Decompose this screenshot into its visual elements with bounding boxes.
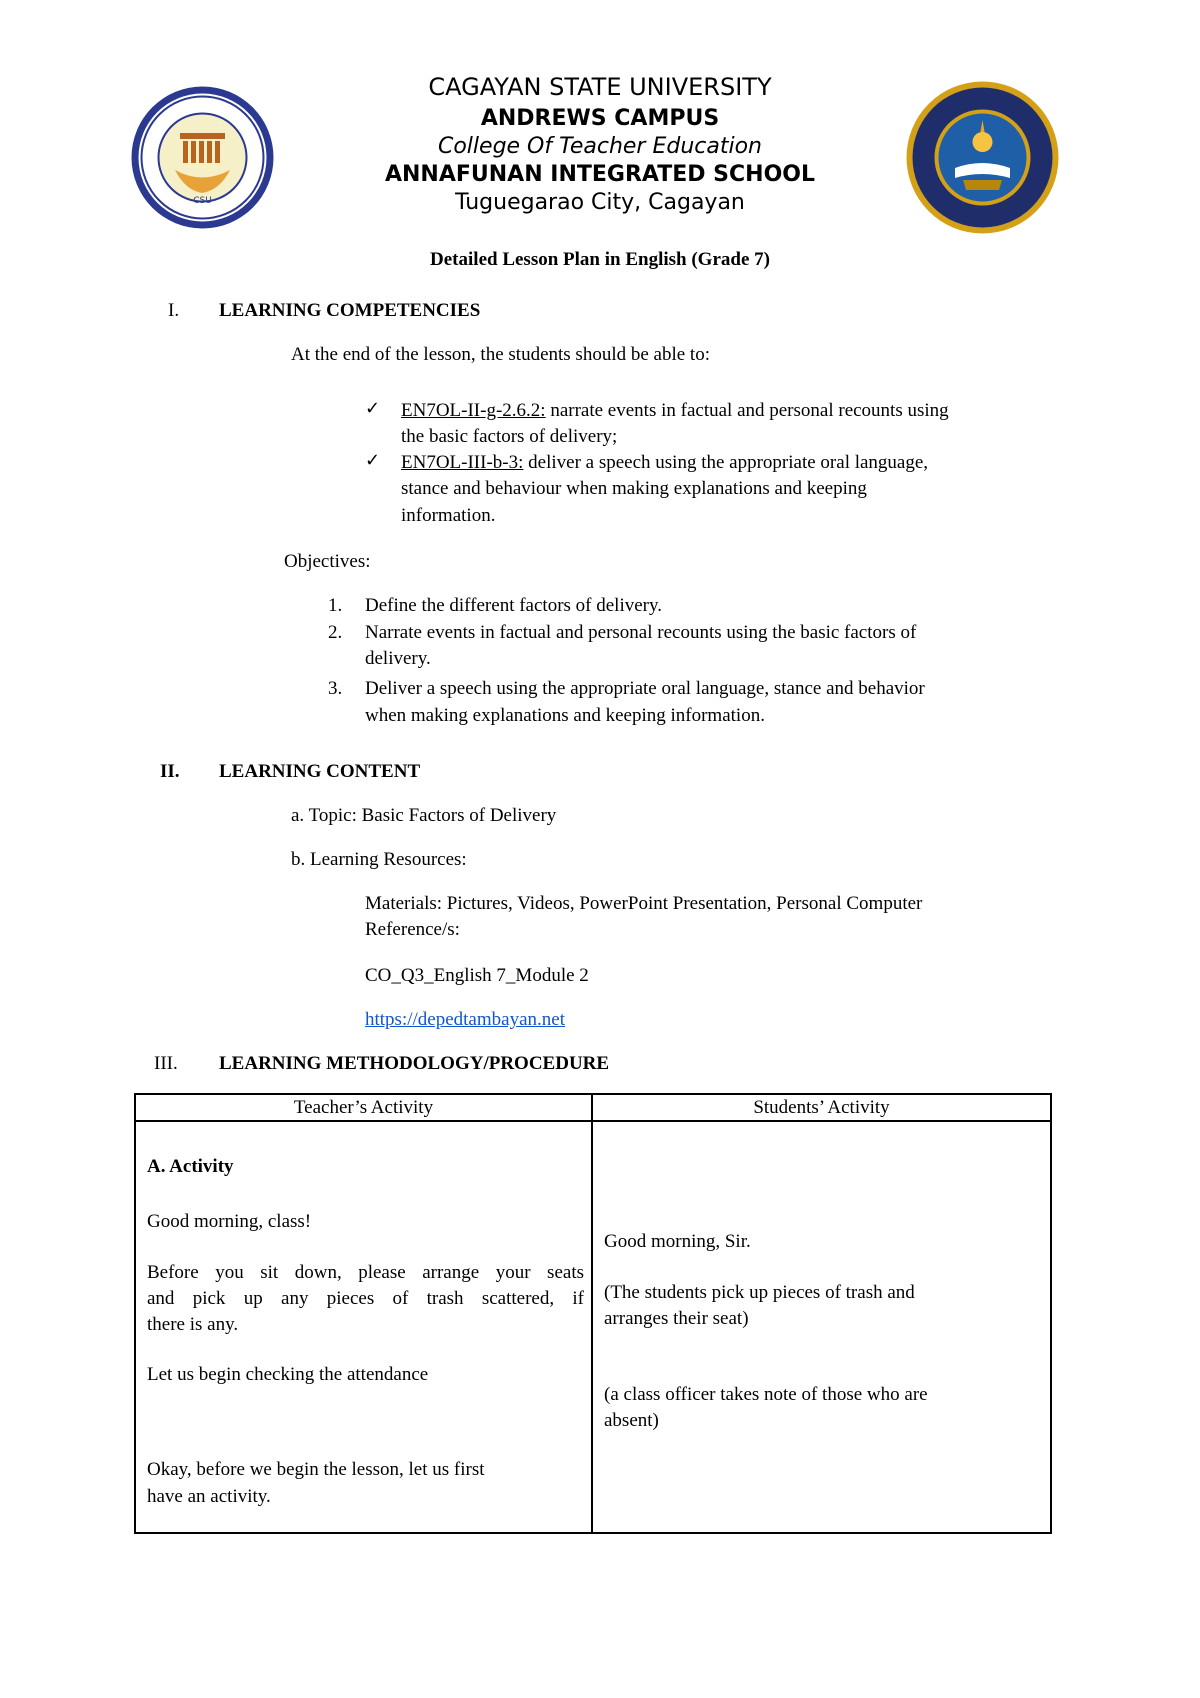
competency-1-line-2: the basic factors of delivery; xyxy=(401,426,618,447)
section-3-heading: LEARNING METHODOLOGY/PROCEDURE xyxy=(219,1053,610,1074)
objective-3: Deliver a speech using the appropriate oral language, stance and behavior xyxy=(365,678,925,699)
teacher-okay-line-1: Okay, before we begin the lesson, let us first xyxy=(147,1459,485,1480)
teacher-seats-line-1: Before you sit down, please arrange your seats xyxy=(147,1262,584,1283)
students-column-header: Students’ Activity xyxy=(592,1094,1051,1121)
college-seal-logo xyxy=(130,85,275,230)
college-name: College Of Teacher Education xyxy=(437,134,762,159)
competency-2-line-2: stance and behaviour when making explanations and keeping xyxy=(401,478,867,499)
students-greeting: Good morning, Sir. xyxy=(604,1231,751,1252)
school-seal-logo xyxy=(905,80,1060,235)
references-label: Reference/s: xyxy=(365,919,460,940)
reference-link[interactable]: https://depedtambayan.net xyxy=(365,1009,565,1030)
students-trash-line-1: (The students pick up pieces of trash and xyxy=(604,1282,915,1303)
students-officer-line-2: absent) xyxy=(604,1410,659,1431)
school-name: ANNAFUNAN INTEGRATED SCHOOL xyxy=(384,162,815,187)
resources-label: b. Learning Resources: xyxy=(291,849,467,870)
objective-number: 1. xyxy=(328,595,343,616)
teacher-attendance: Let us begin checking the attendance xyxy=(147,1364,429,1385)
svg-text:CSU: CSU xyxy=(193,196,212,206)
objectives-label: Objectives: xyxy=(284,551,371,572)
checkmark-icon: ✓ xyxy=(365,398,381,419)
procedure-table xyxy=(134,1093,1052,1534)
competency-2-line-3: information. xyxy=(401,505,496,526)
competency-text: narrate events in factual and personal recounts using xyxy=(545,400,949,421)
students-trash-line-2: arranges their seat) xyxy=(604,1308,749,1329)
teacher-column-header: Teacher’s Activity xyxy=(135,1094,592,1121)
competency-2 xyxy=(401,450,928,476)
location: Tuguegarao City, Cagayan xyxy=(455,190,745,215)
objective-3-line-2: when making explanations and keeping information. xyxy=(365,705,765,726)
objective-1: Define the different factors of delivery. xyxy=(365,595,663,616)
teacher-activity-cell xyxy=(135,1121,592,1533)
section-3-numeral: III. xyxy=(154,1053,178,1074)
activity-heading: A. Activity xyxy=(147,1156,234,1177)
objective-number: 2. xyxy=(328,622,343,643)
module-reference: CO_Q3_English 7_Module 2 xyxy=(365,965,589,986)
objective-2: Narrate events in factual and personal recounts using the basic factors of xyxy=(365,622,917,643)
competencies-intro: At the end of the lesson, the students should be able to: xyxy=(291,344,710,365)
competency-text: deliver a speech using the appropriate oral language, xyxy=(523,452,929,473)
section-2-heading: LEARNING CONTENT xyxy=(219,761,421,782)
topic: a. Topic: Basic Factors of Delivery xyxy=(291,805,557,826)
section-1-numeral: I. xyxy=(168,300,180,321)
students-activity-cell xyxy=(592,1121,1051,1533)
campus-name: ANDREWS CAMPUS xyxy=(480,106,720,131)
teacher-seats-line-3: there is any. xyxy=(147,1314,239,1335)
competency-code: EN7OL-III-b-3: xyxy=(401,452,524,473)
objective-2-line-2: delivery. xyxy=(365,648,431,669)
teacher-seats-line-2: and pick up any pieces of trash scattered, if xyxy=(147,1288,584,1309)
university-name: CAGAYAN STATE UNIVERSITY xyxy=(428,73,772,101)
competency-1 xyxy=(401,398,949,424)
document-title: Detailed Lesson Plan in English (Grade 7) xyxy=(430,249,770,270)
students-officer-line-1: (a class officer takes note of those who are xyxy=(604,1384,928,1405)
section-1-heading: LEARNING COMPETENCIES xyxy=(219,300,481,321)
materials: Materials: Pictures, Videos, PowerPoint Presentation, Personal Computer xyxy=(365,893,923,914)
teacher-okay-line-2: have an activity. xyxy=(147,1486,271,1507)
section-2-numeral: II. xyxy=(160,761,180,782)
teacher-greeting: Good morning, class! xyxy=(147,1211,312,1232)
checkmark-icon: ✓ xyxy=(365,450,381,471)
competency-code: EN7OL-II-g-2.6.2: xyxy=(401,400,546,421)
objective-number: 3. xyxy=(328,678,343,699)
